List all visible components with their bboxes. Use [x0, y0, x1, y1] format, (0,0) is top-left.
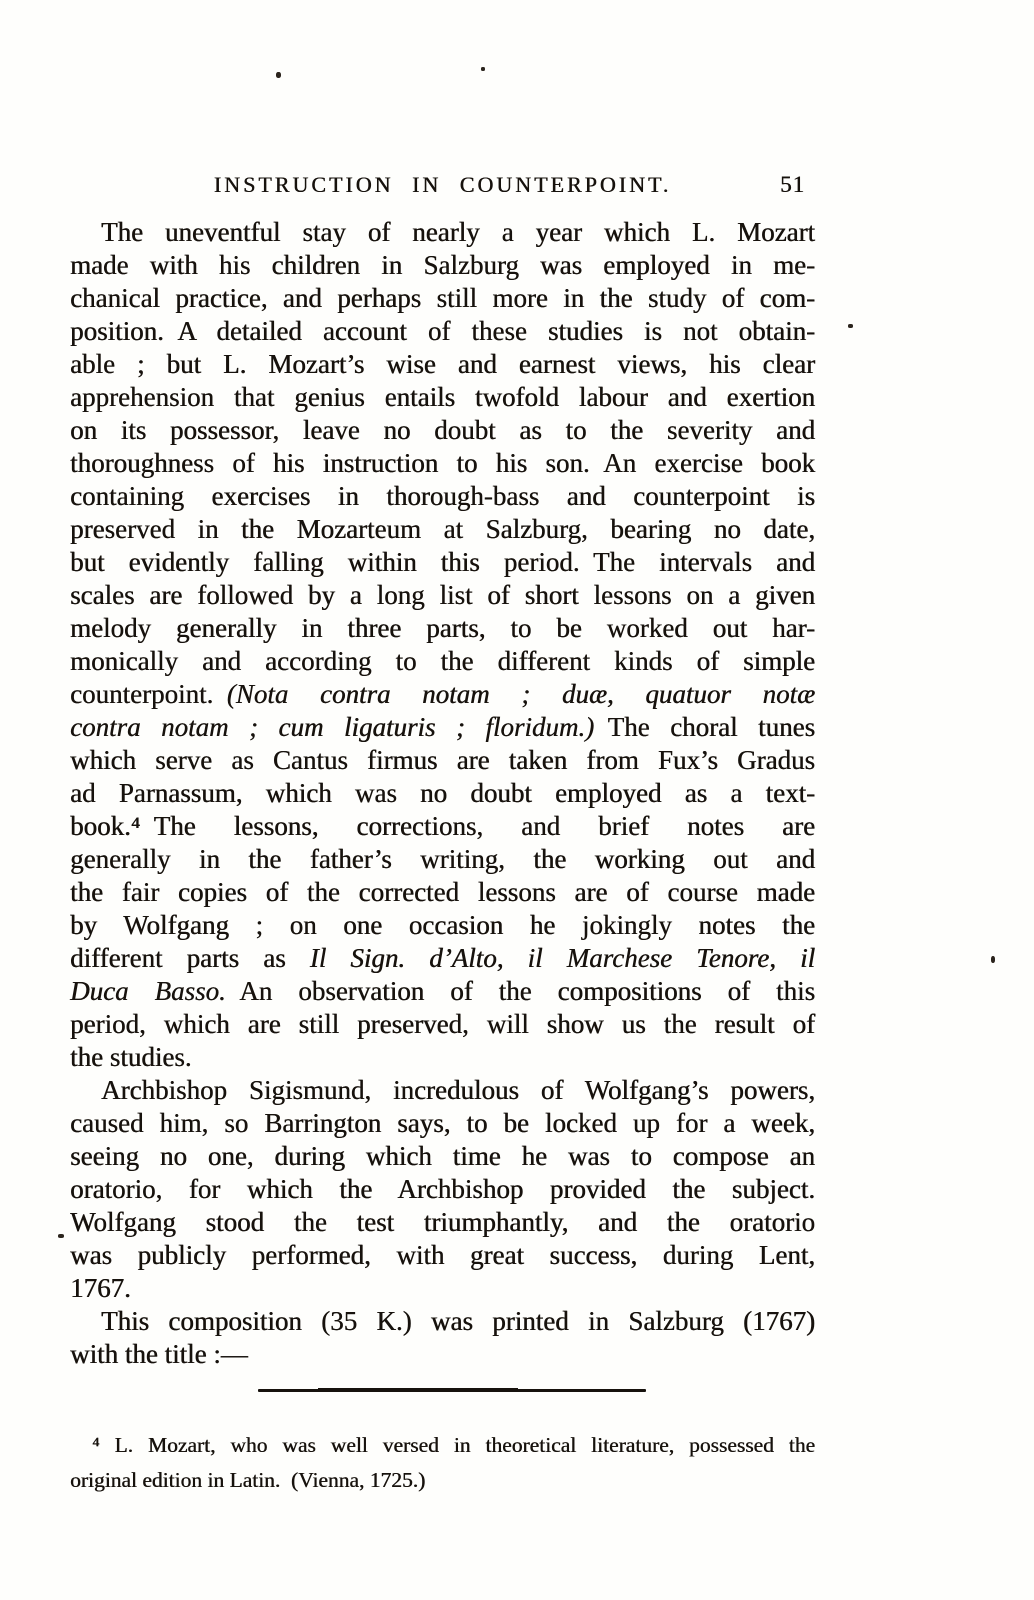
scan-speck: [481, 67, 485, 71]
text-line: [70, 810, 815, 843]
text-line: [70, 249, 815, 282]
page-number: 51: [780, 172, 805, 197]
text-line: [70, 1173, 815, 1206]
text-line: [70, 447, 815, 480]
text-segment: with the title :—: [70, 1339, 248, 1369]
text-line: [70, 909, 815, 942]
text-segment: An observation of the compositions of this: [225, 976, 815, 1006]
text-line: [70, 216, 815, 249]
text-line: [70, 348, 815, 381]
text-segment: apprehension that genius entails twofold labour and exertion: [70, 382, 815, 412]
text-line: [70, 678, 815, 711]
footnote-rule: [258, 1389, 646, 1392]
text-segment: by Wolfgang ; on one occasion he jokingly notes the: [70, 910, 815, 940]
text-line: [70, 1463, 815, 1498]
text-segment: made with his children in Salzburg was employed in me-: [70, 250, 815, 280]
page-body: [70, 216, 815, 1371]
text-segment: seeing no one, during which time he was to compose an: [70, 1141, 815, 1171]
text-segment: able ; but L. Mozart’s wise and earnest views, his clear: [70, 349, 815, 379]
text-segment: Archbishop Sigismund, incredulous of Wolfgang’s powers,: [101, 1075, 815, 1105]
running-header-title: INSTRUCTION IN COUNTERPOINT.: [213, 172, 672, 197]
text-segment: the fair copies of the corrected lessons are of course made: [70, 877, 815, 907]
text-segment: chanical practice, and perhaps still more in the study of com-: [70, 283, 815, 313]
text-line: [70, 1107, 815, 1140]
italic-text: Il Sign. d’Alto, il Marchese Tenore, il: [309, 943, 815, 973]
text-segment: caused him, so Barrington says, to be locked up for a week,: [70, 1108, 815, 1138]
text-segment: but evidently falling within this period. The intervals and: [70, 547, 815, 577]
text-segment: Wolfgang stood the test triumphantly, and the oratorio: [70, 1207, 815, 1237]
text-segment: ⁴ L. Mozart, who was well versed in theoretical literature, possessed the: [92, 1433, 815, 1457]
text-line: [70, 1008, 815, 1041]
text-line: [70, 612, 815, 645]
text-line: [70, 1140, 815, 1173]
text-line: [70, 1338, 815, 1371]
text-line: [70, 546, 815, 579]
text-line: [70, 381, 815, 414]
text-segment: period, which are still preserved, will show us the result of: [70, 1009, 815, 1039]
text-segment: the studies.: [70, 1042, 192, 1072]
paragraph: [70, 1074, 815, 1305]
scan-speck: [276, 72, 281, 78]
text-line: [70, 480, 815, 513]
text-segment: melody generally in three parts, to be worked out har-: [70, 613, 815, 643]
text-line: [70, 282, 815, 315]
text-line: [70, 942, 815, 975]
text-line: [70, 315, 815, 348]
text-segment: on its possessor, leave no doubt as to the severity and: [70, 415, 815, 445]
text-line: [70, 1074, 815, 1107]
paragraph: [70, 1305, 815, 1371]
text-segment: containing exercises in thorough-bass and counterpoint is: [70, 481, 815, 511]
text-line: [70, 711, 815, 744]
text-line: [70, 777, 815, 810]
text-segment: 1767.: [70, 1273, 131, 1303]
text-line: [70, 876, 815, 909]
running-header: [70, 172, 815, 198]
text-segment: which serve as Cantus firmus are taken from Fux’s Gradus: [70, 745, 815, 775]
scan-speck: [991, 956, 995, 963]
text-line: [70, 1206, 815, 1239]
text-segment: The uneventful stay of nearly a year which L. Mozart: [101, 217, 815, 247]
text-segment: monically and according to the different kinds of simple: [70, 646, 815, 676]
scan-speck: [848, 324, 853, 328]
text-segment: original edition in Latin. (Vienna, 1725.): [70, 1468, 426, 1492]
text-line: [70, 1239, 815, 1272]
text-line: [70, 513, 815, 546]
text-segment: thoroughness of his instruction to his son. An exercise book: [70, 448, 815, 478]
italic-text: (Nota contra notam ; duæ, quatuor notæ: [226, 679, 815, 709]
text-segment: counterpoint.: [70, 679, 227, 709]
text-line: [70, 645, 815, 678]
text-segment: position. A detailed account of these studies is not obtain-: [70, 316, 815, 346]
text-segment: This composition (35 K.) was printed in Salzburg (1767): [101, 1306, 815, 1336]
text-segment: The choral tunes: [594, 712, 815, 742]
text-segment: different parts as: [70, 943, 310, 973]
text-line: [70, 744, 815, 777]
text-segment: scales are followed by a long list of short lessons on a given: [70, 580, 815, 610]
text-line: [70, 1428, 815, 1463]
paragraph: [70, 216, 815, 1074]
text-line: [70, 1305, 815, 1338]
italic-text: contra notam ; cum ligaturis ; floridum.): [70, 712, 595, 742]
footnote: [70, 1428, 815, 1498]
text-segment: book.⁴ The lessons, corrections, and brief notes are: [70, 811, 815, 841]
text-segment: oratorio, for which the Archbishop provided the subject.: [70, 1174, 815, 1204]
italic-text: Duca Basso.: [70, 976, 226, 1006]
text-line: [70, 843, 815, 876]
scan-speck: [58, 1234, 64, 1238]
text-line: [70, 579, 815, 612]
text-segment: generally in the father’s writing, the working out and: [70, 844, 815, 874]
text-line: [70, 1041, 815, 1074]
text-segment: was publicly performed, with great success, during Lent,: [70, 1240, 815, 1270]
text-line: [70, 414, 815, 447]
text-line: [70, 1272, 815, 1305]
text-line: [70, 975, 815, 1008]
text-segment: ad Parnassum, which was no doubt employed as a text-: [70, 778, 815, 808]
text-segment: preserved in the Mozarteum at Salzburg, bearing no date,: [70, 514, 815, 544]
